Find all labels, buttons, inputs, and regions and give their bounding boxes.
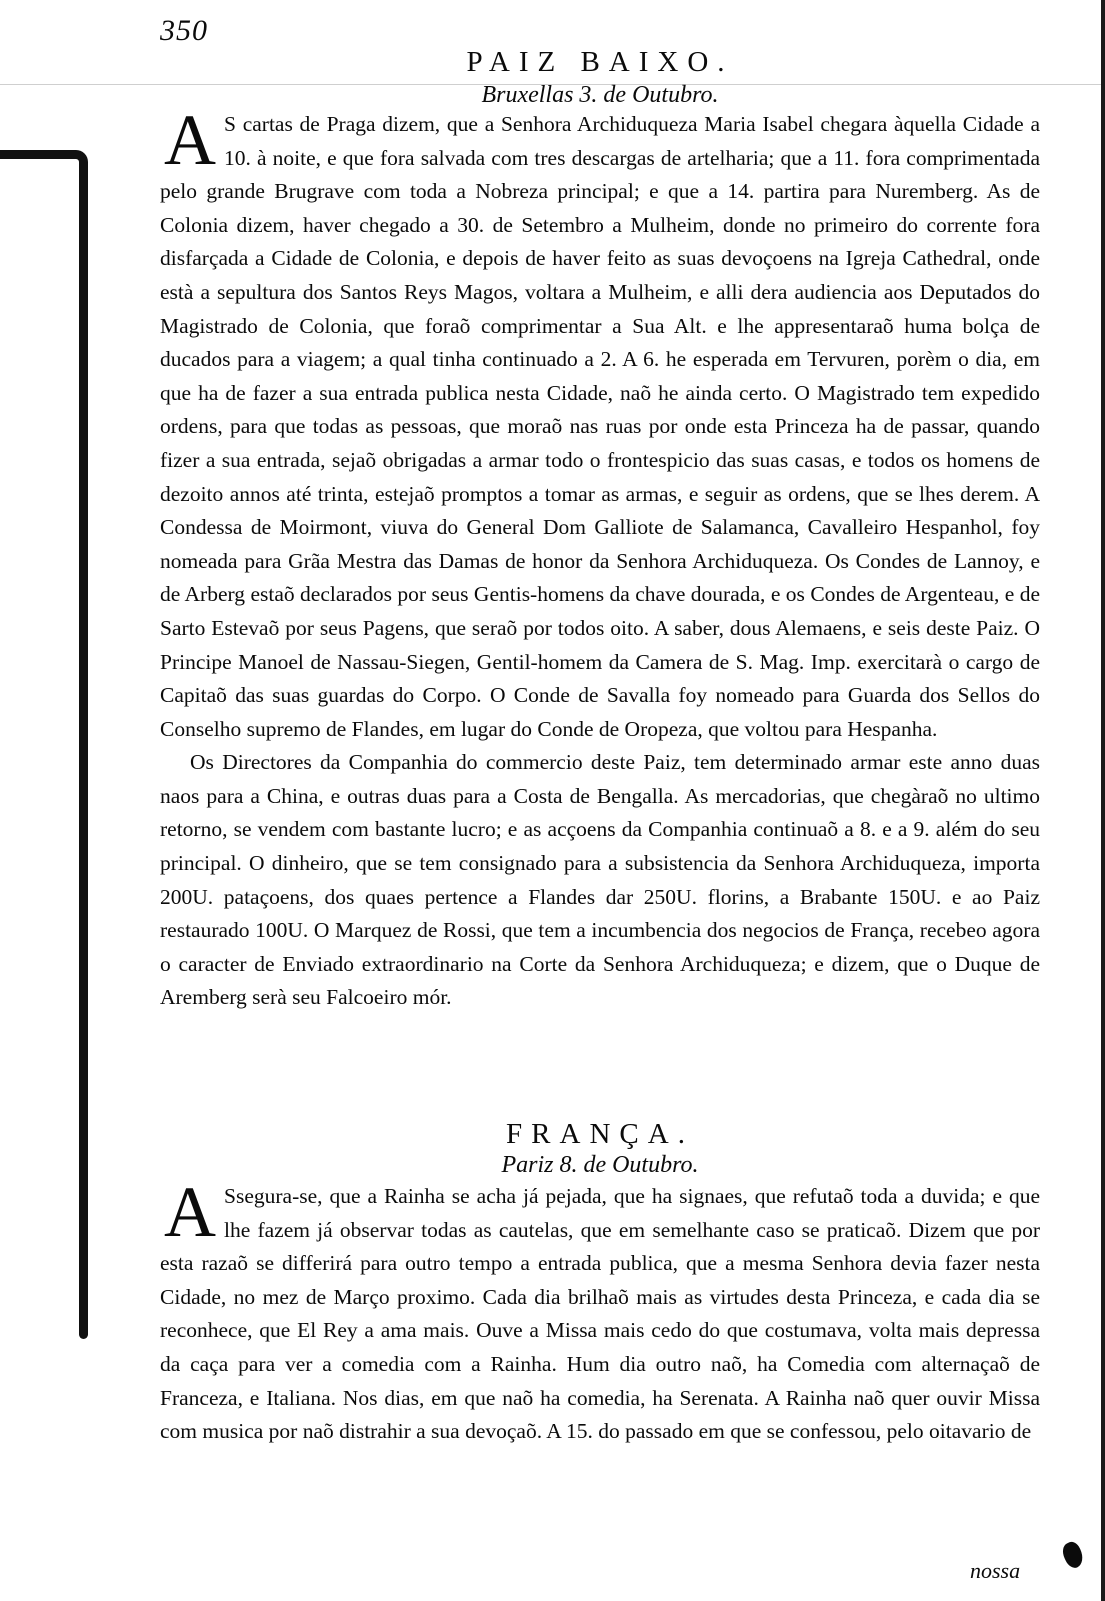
margin-bracket-mark <box>0 150 88 1325</box>
drop-cap: A <box>164 1172 216 1252</box>
section-heading-franca: FRANÇA. <box>506 1118 694 1150</box>
dateline-pariz: Pariz 8. de Outubro. <box>501 1152 699 1178</box>
article-paiz-baixo <box>160 100 1040 1015</box>
catchword: nossa <box>970 1558 1021 1583</box>
page-number: 350 <box>160 14 208 47</box>
article-paragraph <box>160 100 1040 746</box>
article-paragraph: Os Directores da Companhia do commercio deste Paiz, tem determinado armar este anno duas naos para a China, e outras duas para a Costa de Bengalla. As mercadorias, que chegàraõ no ultimo retorno, se vendem com bastante lucro; e as acçoens da Companhia continuaõ a 8. e a 9. além do seu principal. O dinheiro, que se tem consignado para a subsistencia da Senhora Archiduqueza, importa 200U. pataçoens, dos quaes pertence a Flandes dar 250U. florins, a Brabante 150U. e ao Paiz restaurado 100U. O Marquez de Rossi, que tem a incumbencia dos negocios de França, recebeo agora o caracter de Enviado extraordinario na Corte da Senhora Archiduqueza; e dizem, que o Duque de Aremberg serà seu Falcoeiro mór. <box>160 750 1040 1010</box>
paragraph-text: S cartas de Praga dizem, que a Senhora Archiduqueza Maria Isabel chegara àquella Cidade a 10. à noite, e que fora salvada com tres descargas de artelharia; que a 11. fora comprimentada pelo grande Brugrave com toda a Nobreza principal; e que a 14. partira para Nuremberg. As de Colonia dizem, haver chegado a 30. de Setembro a Mulheim, donde no primeiro do corrente fora disfarçada a Cidade de Colonia, e depois de haver feito as suas devoçoens na Igreja Cathedral, onde està a sepultura dos Santos Reys Magos, voltara a Mulheim, e alli dera audiencia aos Deputados do Magistrado de Colonia, que foraõ comprimentar a Sua Alt. e lhe appresentaraõ huma bolça de ducados para a viagem; a qual tinha continuado a 2. A 6. he esperada em Tervuren, porèm o dia, em que ha de fazer a sua entrada publica nesta Cidade, naõ he ainda certo. O Magistrado tem expedido ordens, para que todas as pessoas, que moraõ nas ruas por onde esta Princeza ha de passar, quando fizer a sua entrada, sejaõ obrigadas a armar todo o frontespicio das suas casas, e todos os homens de dezoito annos até trinta, estejaõ promptos a tomar as armas, e seguir as ordens, que se lhes derem. A Condessa de Moirmont, viuva do General Dom Galliote de Salamanca, Cavalleiro Hespanhol, foy nomeada para Grãa Mestra das Damas de honor da Senhora Archiduqueza. Os Condes de Lannoy, e de Arberg estaõ declarados por seus Gentis-homens da chave dourada, e os Condes de Argenteau, e de Sarto Estevaõ por seus Pagens, que seraõ por todos oito. A saber, dous Alemaens, e seis deste Paiz. O Principe Manoel de Nassau-Siegen, Gentil-homem da Camera de S. Mag. Imp. exercitarà o cargo de Capitaõ das suas guardas do Corpo. O Conde de Savalla foy nomeado para Guarda dos Sellos do Conselho supremo de Flandes, em lugar do Conde de Oropeza, que voltou para Hespanha. <box>160 112 1040 741</box>
article-franca <box>160 1172 1040 1449</box>
section-heading-paiz-baixo: PAIZ BAIXO. <box>466 46 734 78</box>
dateline-bruxellas: Bruxellas 3. de Outubro. <box>481 82 719 108</box>
paragraph-text: Ssegura-se, que a Rainha se acha já pejada, que ha signaes, que refutaõ toda a duvida; e que lhe fazem já observar todas as cautelas, que em semelhante caso se praticaõ. Dizem que por esta razaõ se differirá para outro tempo a entrada publica, que a mesma Senhora devia fazer nesta Cidade, no mez de Março proximo. Cada dia brilhaõ mais as virtudes desta Princeza, e cada dia se reconhece, que El Rey a ama mais. Ouve a Missa mais cedo do que costumava, volta mais depressa da caça para ver a comedia com a Rainha. Hum dia outro naõ, ha Comedia com alternaçaõ de Franceza, e Italiana. Nos dias, em que naõ ha comedia, ha Serenata. A Rainha naõ quer ouvir Missa com musica por naõ distrahir a sua devoçaõ. A 15. do passado em que se confessou, pelo oitavario de <box>160 1184 1040 1444</box>
drop-cap: A <box>164 100 216 180</box>
ink-blot-mark <box>1059 1539 1086 1570</box>
article-paragraph <box>160 1172 1040 1449</box>
page-edge <box>1101 0 1105 1601</box>
